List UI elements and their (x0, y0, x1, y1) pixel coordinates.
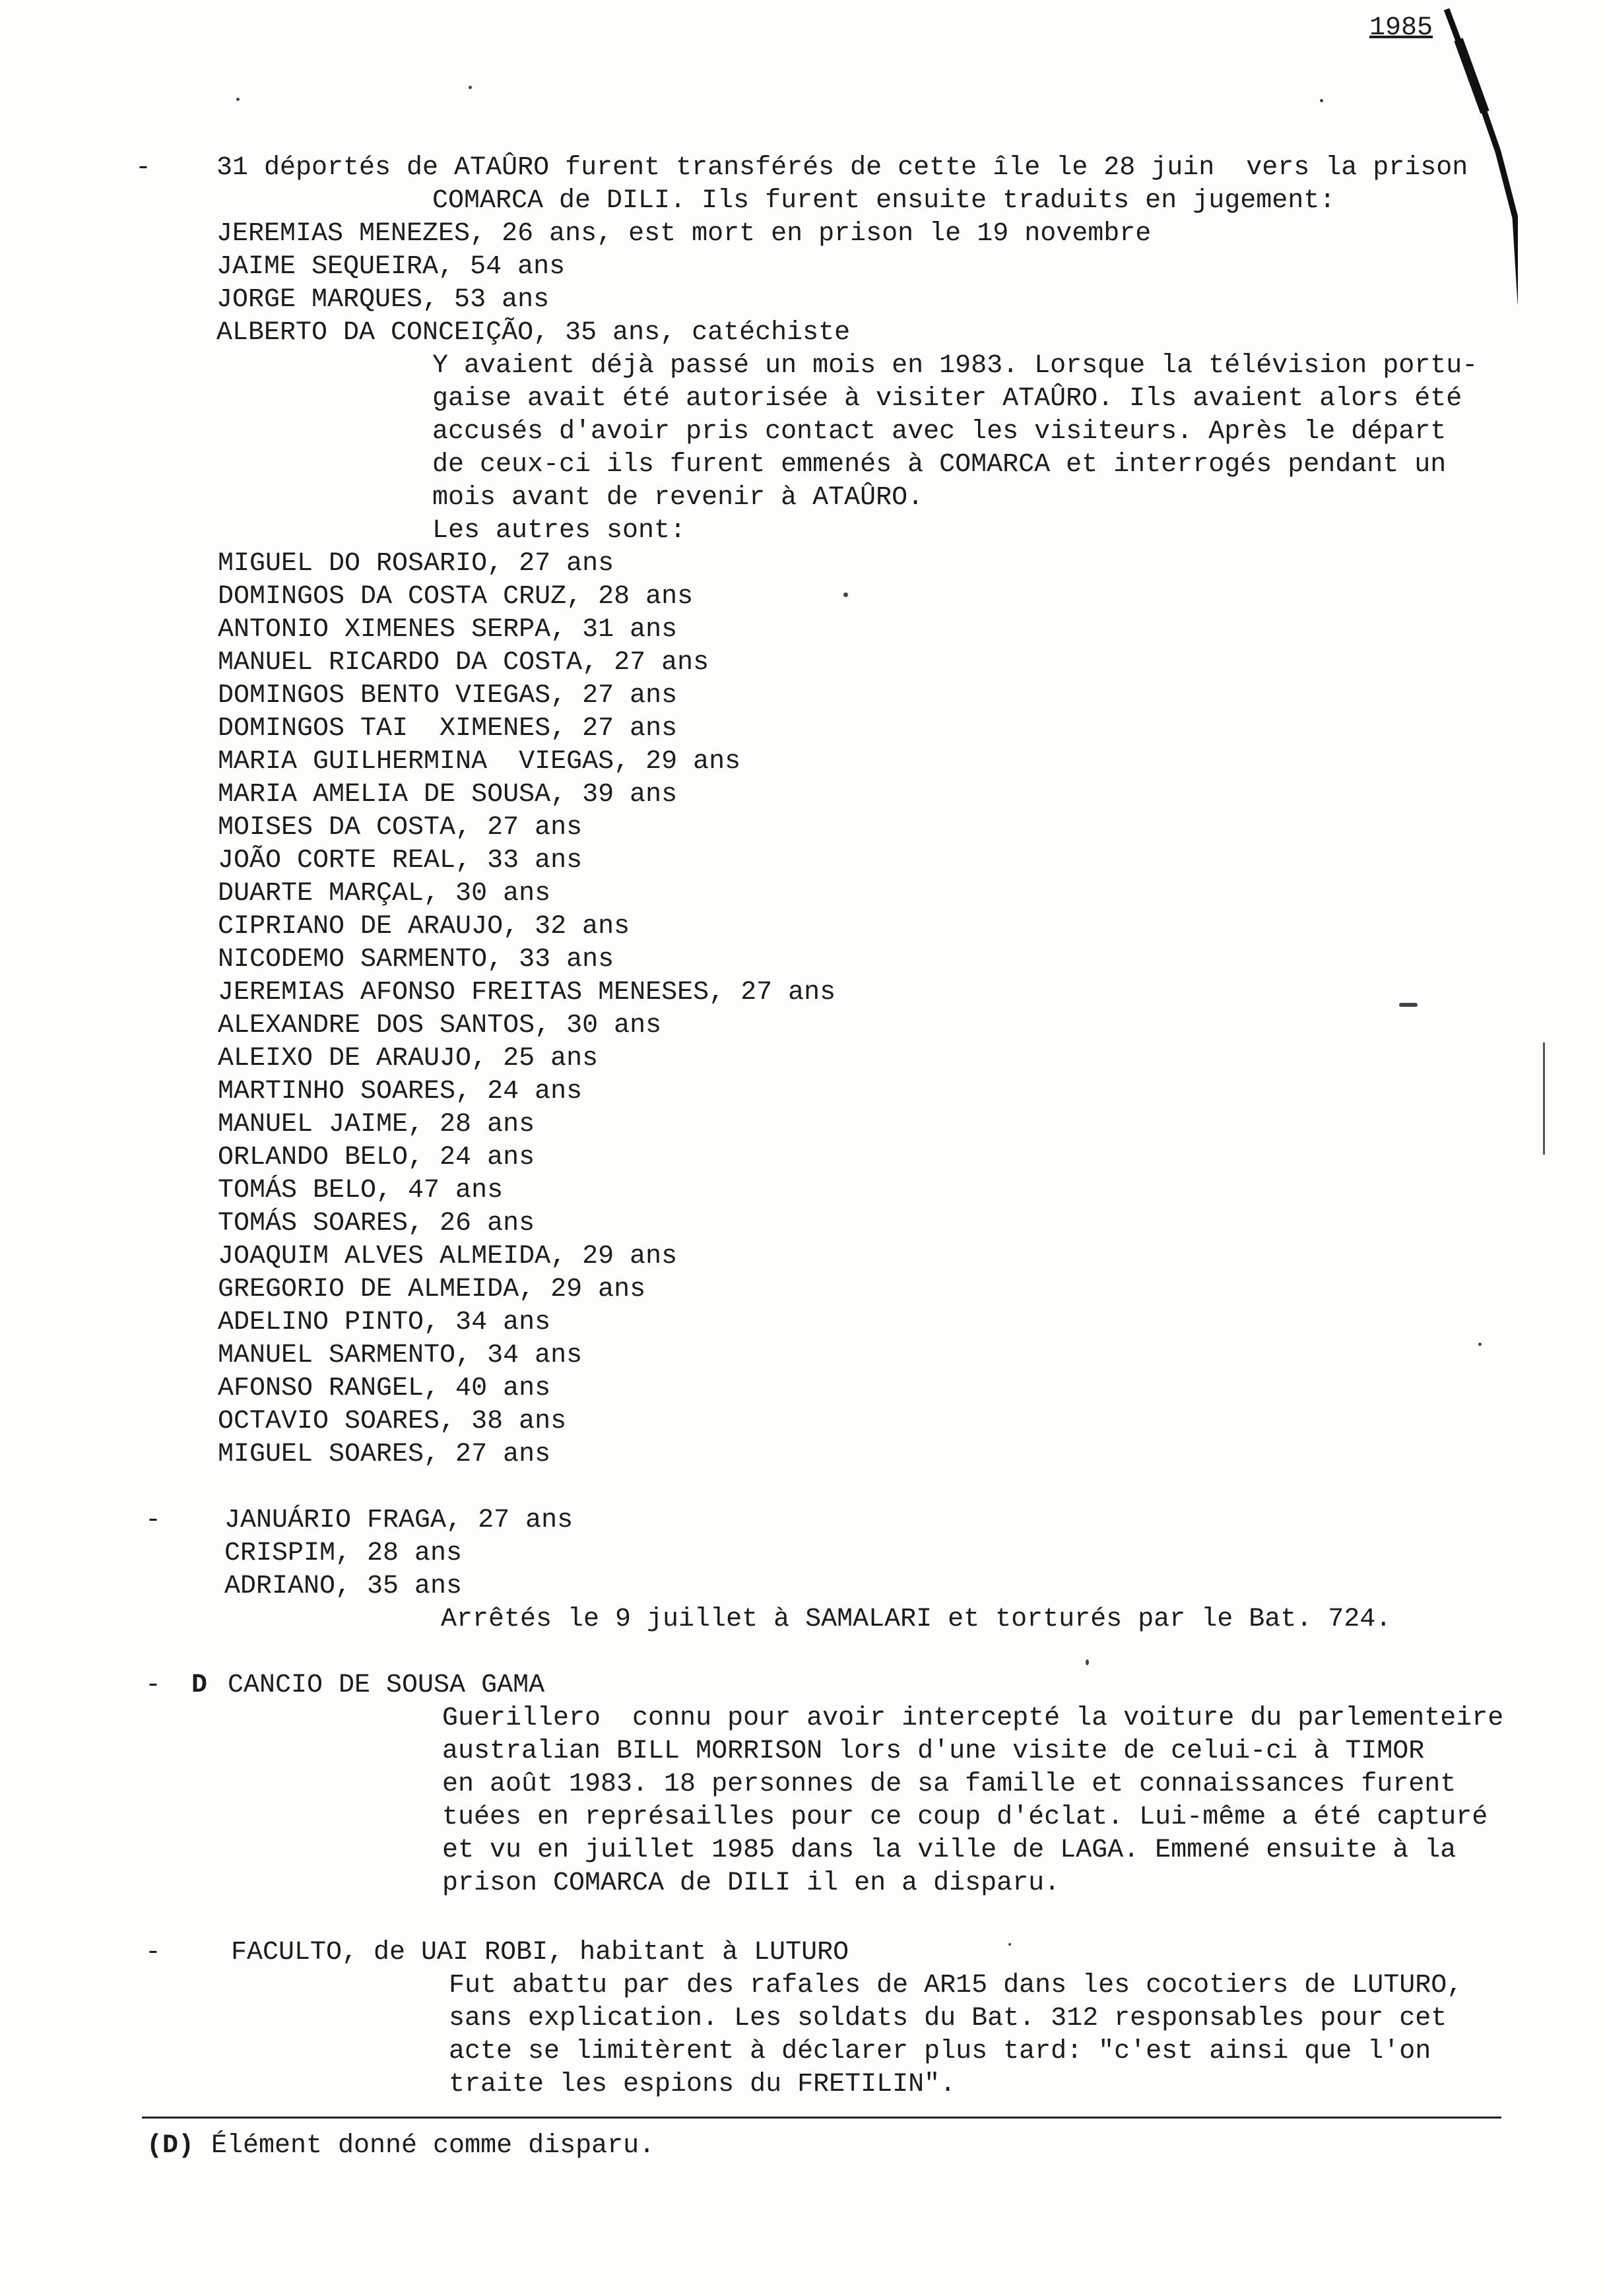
note-line: australian BILL MORRISON lors d'une visite de celui-ci à TIMOR (442, 1737, 1425, 1766)
detainee-name: MARIA AMELIA DE SOUSA, 39 ans (218, 780, 678, 810)
detainee-name: ADELINO PINTO, 34 ans (218, 1308, 551, 1337)
item-dash: - (145, 1506, 162, 1535)
detainee-name: JOÃO CORTE REAL, 33 ans (218, 846, 583, 876)
detainee-name: JEREMIAS AFONSO FREITAS MENESES, 27 ans (218, 978, 836, 1007)
detainee-name: MOISES DA COSTA, 27 ans (218, 813, 583, 843)
detainee-name: JORGE MARQUES, 53 ans (216, 285, 550, 315)
note-line: prison COMARCA de DILI il en a disparu. (442, 1868, 1061, 1898)
intro-line: 31 déportés de ATAÛRO furent transférés de cette île le 28 juin vers la prison (216, 153, 1468, 183)
scan-speck (1478, 1343, 1482, 1346)
detainee-name: OCTAVIO SOARES, 38 ans (218, 1407, 567, 1436)
detainee-name: DOMINGOS BENTO VIEGAS, 27 ans (218, 681, 678, 711)
note-line: mois avant de revenir à ATAÛRO. (432, 483, 924, 513)
detainee-name: JAIME SEQUEIRA, 54 ans (216, 252, 566, 282)
note-line: acte se limitèrent à déclarer plus tard: "c'est ainsi que l'on (449, 2037, 1431, 2066)
detainee-name: AFONSO RANGEL, 40 ans (218, 1374, 551, 1403)
detainee-name: MANUEL JAIME, 28 ans (218, 1110, 535, 1139)
item-dash: - (135, 153, 152, 183)
note-line: et vu en juillet 1985 dans la ville de LAGA. Emmené ensuite à la (442, 1835, 1457, 1865)
page-number: 1985 (1369, 13, 1433, 43)
note-line: en août 1983. 18 personnes de sa famille et connaissances furent (442, 1770, 1457, 1799)
detainee-name: MIGUEL SOARES, 27 ans (218, 1440, 551, 1469)
detainee-name: CANCIO DE SOUSA GAMA (228, 1671, 545, 1700)
detainee-name: MANUEL SARMENTO, 34 ans (218, 1341, 583, 1370)
scan-speck (1399, 1003, 1418, 1007)
detainee-name: CIPRIANO DE ARAUJO, 32 ans (218, 912, 630, 941)
footnote-marker: (D) (147, 2131, 195, 2161)
note-line: Fut abattu par des rafales de AR15 dans les cocotiers de LUTURO, (449, 1971, 1463, 2000)
item-dash: - (145, 1671, 162, 1700)
scan-speck (1320, 99, 1323, 102)
note-line: gaise avait été autorisée à visiter ATAÛRO. Ils avaient alors été (432, 384, 1462, 414)
note-line: Y avaient déjà passé un mois en 1983. Lorsque la télévision portu- (432, 351, 1478, 381)
scan-speck (843, 592, 848, 597)
detainee-name: ALEXANDRE DOS SANTOS, 30 ans (218, 1011, 662, 1040)
detainee-name: DOMINGOS DA COSTA CRUZ, 28 ans (218, 582, 694, 612)
item-dash: - (145, 1938, 162, 1967)
detainee-name: MANUEL RICARDO DA COSTA, 27 ans (218, 648, 709, 678)
detainee-name: ALBERTO DA CONCEIÇÃO, 35 ans, catéchiste (216, 318, 851, 348)
scan-speck (1086, 1659, 1089, 1665)
note-line: tuées en représailles pour ce coup d'éclat. Lui-même a été capturé (442, 1802, 1488, 1832)
detainee-name: TOMÁS BELO, 47 ans (218, 1176, 504, 1205)
note-line: accusés d'avoir pris contact avec les visiteurs. Après le départ (432, 417, 1447, 447)
intro-line: COMARCA de DILI. Ils furent ensuite traduits en jugement: (432, 186, 1336, 216)
detainee-name: MARTINHO SOARES, 24 ans (218, 1077, 583, 1106)
footnote-text: Élément donné comme disparu. (211, 2131, 655, 2161)
footnote-rule (142, 2117, 1501, 2119)
scan-speck (469, 86, 472, 89)
detainee-name: DOMINGOS TAI XIMENES, 27 ans (218, 714, 678, 744)
detainee-name: MIGUEL DO ROSARIO, 27 ans (218, 549, 614, 579)
detainee-name: CRISPIM, 28 ans (224, 1539, 463, 1568)
detainee-name: ALEIXO DE ARAUJO, 25 ans (218, 1044, 599, 1073)
detainee-name: ADRIANO, 35 ans (224, 1572, 463, 1601)
note-line: traite les espions du FRETILIN". (449, 2070, 956, 2099)
detainee-name: MARIA GUILHERMINA VIEGAS, 29 ans (218, 747, 741, 777)
detainee-name: JANUÁRIO FRAGA, 27 ans (224, 1506, 573, 1535)
note-line: de ceux-ci ils furent emmenés à COMARCA et interrogés pendant un (432, 450, 1447, 480)
scan-speck (236, 98, 240, 101)
note-line: Arrêtés le 9 juillet à SAMALARI et torturés par le Bat. 724. (441, 1605, 1392, 1634)
note-line: sans explication. Les soldats du Bat. 312 responsables pour cet (449, 2004, 1447, 2033)
detainee-name: ORLANDO BELO, 24 ans (218, 1143, 535, 1172)
disappeared-marker: D (191, 1671, 208, 1700)
scan-artifact-line (1543, 1042, 1545, 1155)
note-line: Guerillero connu pour avoir intercepté la voiture du parlementeire (442, 1704, 1504, 1733)
note-line: Les autres sont: (432, 516, 686, 546)
scan-speck (1008, 1943, 1011, 1946)
detainee-name: TOMÁS SOARES, 26 ans (218, 1209, 535, 1238)
detainee-name: JOAQUIM ALVES ALMEIDA, 29 ans (218, 1242, 678, 1271)
detainee-name: FACULTO, de UAI ROBI, habitant à LUTURO (231, 1938, 849, 1967)
detainee-name: ANTONIO XIMENES SERPA, 31 ans (218, 615, 678, 645)
detainee-name: JEREMIAS MENEZES, 26 ans, est mort en prison le 19 novembre (216, 219, 1152, 249)
detainee-name: NICODEMO SARMENTO, 33 ans (218, 945, 614, 974)
detainee-name: GREGORIO DE ALMEIDA, 29 ans (218, 1275, 646, 1304)
detainee-name: DUARTE MARÇAL, 30 ans (218, 879, 551, 909)
